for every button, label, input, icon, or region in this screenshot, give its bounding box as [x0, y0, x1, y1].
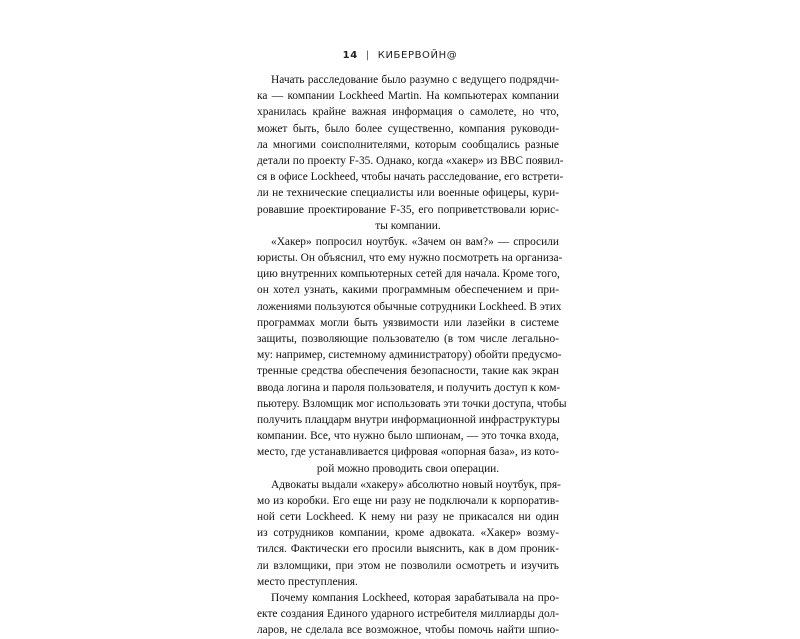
paragraph-1	[257, 72, 564, 234]
text-line: «Хакер» попросил ноутбук. «Зачем он вам?» — спросили	[271, 235, 559, 248]
paragraph-4	[257, 590, 559, 639]
text-line: ты компании.	[375, 219, 441, 232]
text-line: ложениями пользуются обычные сотрудники Lockheed. В этих	[257, 300, 562, 313]
text-line: Почему компания Lockheed, которая зарабатывала на про-	[271, 592, 559, 604]
page-number: 14	[342, 50, 358, 61]
text-line: хранилась крайне важная информация о самолете, но что,	[257, 106, 559, 119]
text-line: компании. Все, что нужно было шпионам, — это точка входа,	[257, 430, 559, 443]
text-line: ларов, не сделала все возможное, чтобы помочь найти шпио-	[257, 624, 559, 637]
header-separator: |	[365, 50, 370, 61]
text-line: екте создания Единого ударного истребителя миллиарды дол-	[257, 608, 559, 621]
text-line: юристы. Он объяснил, что ему нужно посмотреть на организа-	[257, 252, 563, 265]
text-line: му: например, системному администратору) обойти предусмо-	[257, 349, 562, 362]
paragraph-2	[257, 234, 567, 477]
text-line: получить плацдарм внутри информационной инфраструктуры	[257, 413, 560, 426]
running-head	[0, 50, 800, 61]
text-line: ла многими соисполнителями, которым сообщались разные	[257, 138, 559, 151]
text-line: Начать расследование было разумно с ведущего подрядчи-	[271, 74, 559, 86]
text-line: детали по проекту F-35. Однако, когда «хакер» из BBC появил-	[257, 154, 564, 167]
text-line: ной сети Lockheed. К нему ни разу не прикасался ни один	[257, 511, 559, 524]
text-line: рой можно проводить свои операции.	[316, 462, 500, 475]
text-line: тился. Фактически его просили выяснить, как в дом проник-	[257, 543, 559, 556]
book-title: КИБЕРВОЙН@	[377, 50, 458, 61]
body-text	[257, 72, 567, 639]
text-line: из сотрудников компании, кроме адвоката. «Хакер» возму-	[257, 527, 559, 540]
text-line: может быть, было более существенно, компания руководи-	[257, 122, 559, 135]
text-line: ка — компании Lockheed Martin. На компьютерах компании	[257, 90, 559, 103]
text-line: ся в офисе Lockheed, чтобы начать расследование, его встрети-	[257, 171, 564, 184]
text-line: он хотел узнать, какими программным обеспечением и при-	[257, 284, 559, 297]
text-line: место, где устанавливается цифровая «опорная база», из кото-	[257, 446, 559, 459]
text-line: Адвокаты выдали «хакеру» абсолютно новый ноутбук, пря-	[271, 478, 561, 491]
text-line: ли не технические специалисты или военные офицеры, кури-	[257, 187, 559, 200]
text-line: ровавшие проектирование F-35, его поприветствовали юрис-	[257, 203, 559, 216]
text-line: программах могли быть уязвимости или лазейки в системе	[257, 316, 559, 329]
text-line: место преступления.	[257, 575, 358, 588]
text-line: ввода логина и пароля пользователя, и получить доступ к ком-	[257, 381, 561, 394]
text-line: ли взломщики, при этом не позволили осмотреть и изучить	[257, 559, 559, 572]
text-line: тренные средства обеспечения безопасности, такие как экран	[257, 365, 559, 378]
text-line: мо из коробки. Его еще ни разу не подключали к корпоратив-	[257, 494, 559, 507]
text-line: пьютеру. Взломщик мог использовать эти точки доступа, чтобы	[257, 397, 567, 410]
text-line: цию внутренних компьютерных сетей для начала. Кроме того,	[257, 268, 560, 281]
text-line: защиты, позволяющие пользователю (в том числе легально-	[257, 333, 559, 345]
paragraph-3	[257, 477, 559, 590]
